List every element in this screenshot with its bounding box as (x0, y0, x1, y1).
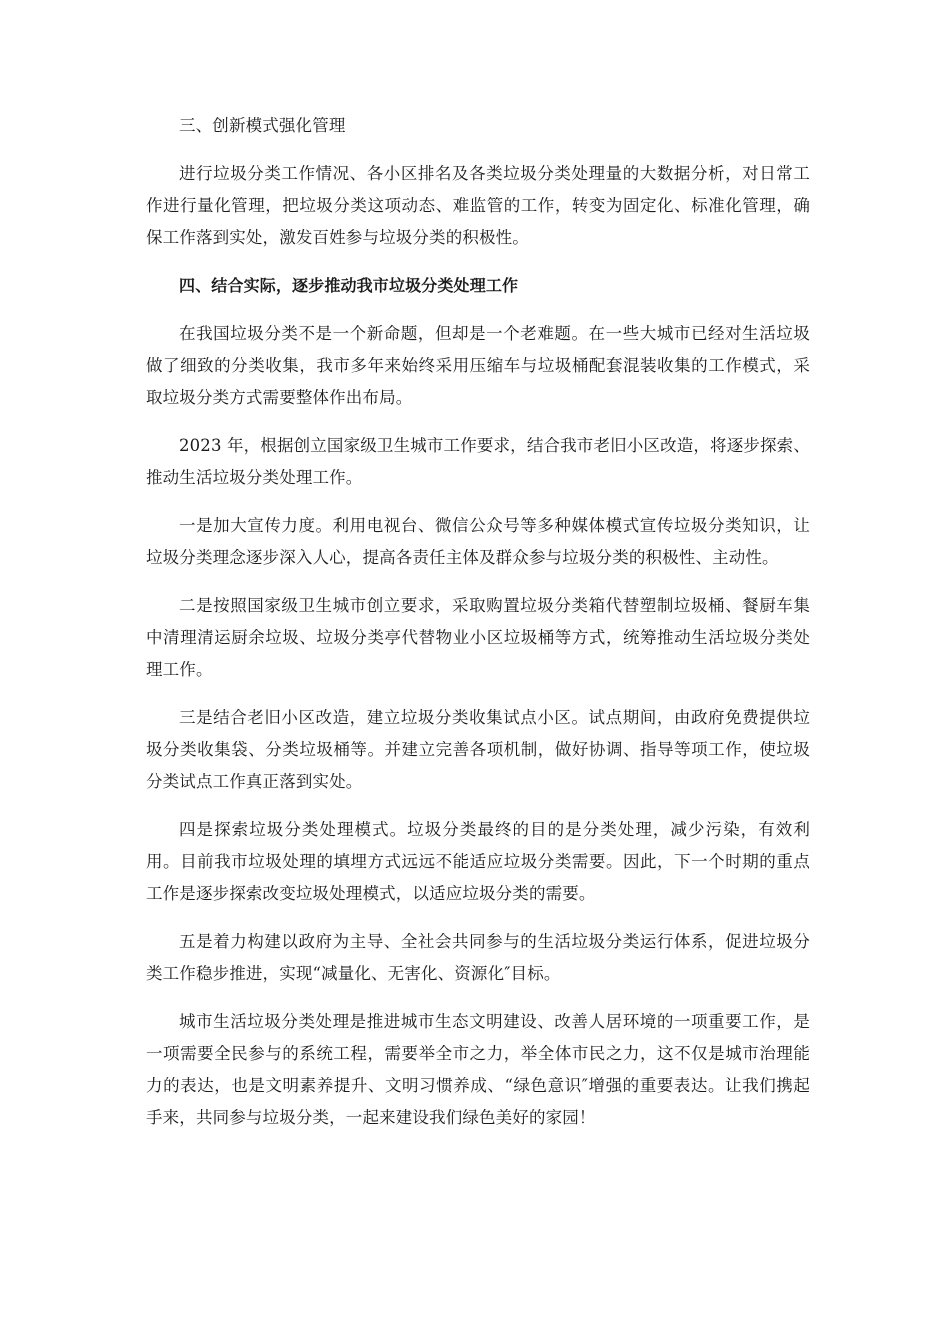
paragraph-2023: 2023 年，根据创立国家级卫生城市工作要求，结合我市老旧小区改造，将逐步探索、推动生活垃圾分类处理工作。 (146, 436, 810, 487)
paragraph-measure-three: 三是结合老旧小区改造，建立垃圾分类收集试点小区。试点期间，由政府免费提供垃圾分类收集袋、分类垃圾桶等。并建立完善各项机制，做好协调、指导等项工作，使垃圾分类试点工作真正落到实处。 (146, 708, 810, 791)
paragraph-measure-two: 二是按照国家级卫生城市创立要求，采取购置垃圾分类箱代替塑制垃圾桶、餐厨车集中清理清运厨余垃圾、垃圾分类亭代替物业小区垃圾桶等方式，统筹推动生活垃圾分类处理工作。 (146, 596, 810, 679)
paragraph-intro: 在我国垃圾分类不是一个新命题，但却是一个老难题。在一些大城市已经对生活垃圾做了细致的分类收集，我市多年来始终采用压缩车与垃圾桶配套混装收集的工作模式，采取垃圾分类方式需要整体作出布局。 (146, 324, 810, 407)
paragraph-innovation: 进行垃圾分类工作情况、各小区排名及各类垃圾分类处理量的大数据分析，对日常工作进行量化管理，把垃圾分类这项动态、难监管的工作，转变为固定化、标准化管理，确保工作落到实处，激发百姓参与垃圾分类的积极性。 (146, 164, 810, 247)
paragraph-conclusion: 城市生活垃圾分类处理是推进城市生态文明建设、改善人居环境的一项重要工作，是一项需要全民参与的系统工程，需要举全市之力，举全体市民之力，这不仅是城市治理能力的表达，也是文明素养提升、文明习惯养成、“绿色意识″增强的重要表达。让我们携起手来，共同参与垃圾分类，一起来建设我们绿色美好的家园！ (146, 1012, 810, 1127)
section-heading-4: 四、结合实际，逐步推动我市垃圾分类处理工作 (179, 276, 519, 295)
document-body (146, 110, 810, 1150)
paragraph-measure-four: 四是探索垃圾分类处理模式。垃圾分类最终的目的是分类处理，减少污染，有效利用。目前我市垃圾处理的填埋方式远远不能适应垃圾分类需要。因此，下一个时期的重点工作是逐步探索改变垃圾处理模式，以适应垃圾分类的需要。 (146, 820, 810, 903)
paragraph-measure-one: 一是加大宣传力度。利用电视台、微信公众号等多种媒体模式宣传垃圾分类知识，让垃圾分类理念逐步深入人心，提高各责任主体及群众参与垃圾分类的积极性、主动性。 (146, 516, 810, 567)
section-heading-3: 三、创新模式强化管理 (179, 116, 346, 135)
paragraph-measure-five: 五是着力构建以政府为主导、全社会共同参与的生活垃圾分类运行体系，促进垃圾分类工作稳步推进，实现“减量化、无害化、资源化″目标。 (146, 932, 810, 983)
